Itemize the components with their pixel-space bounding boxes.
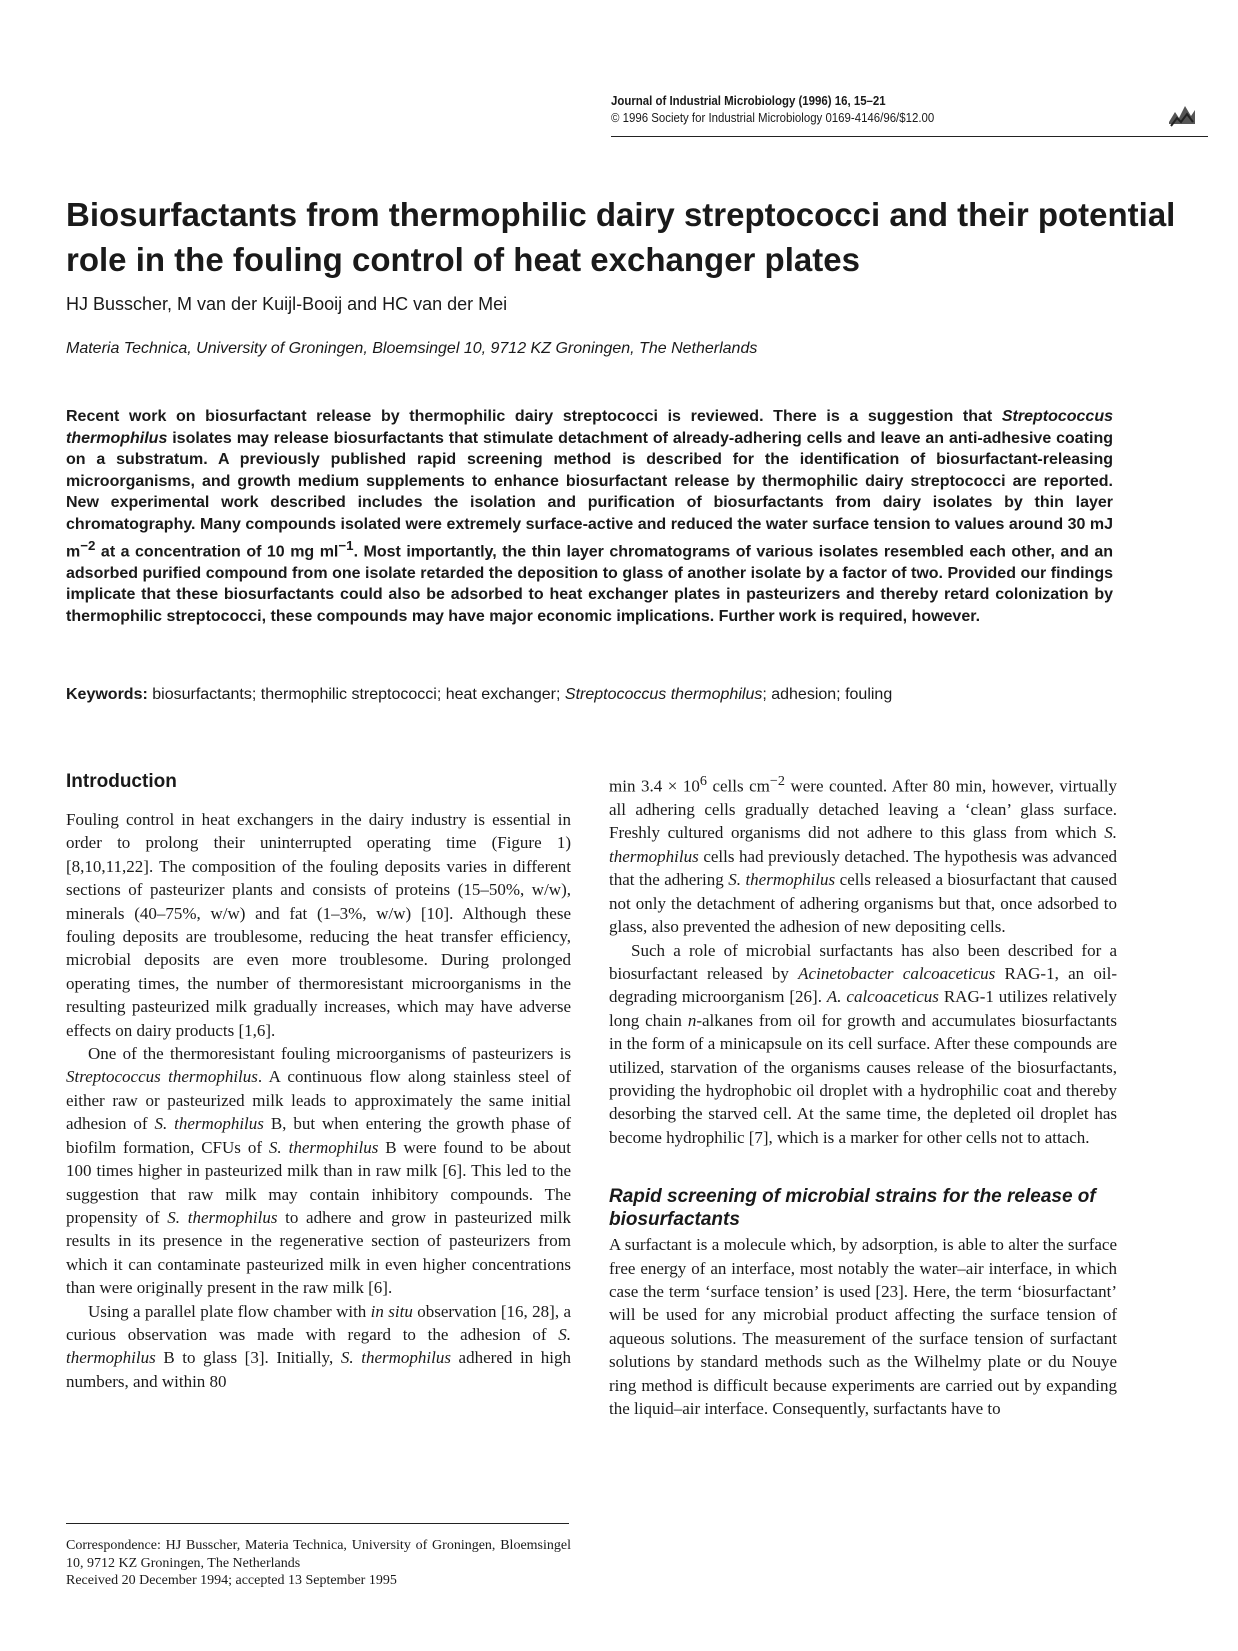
received-dates: Received 20 December 1994; accepted 13 September 1995 (66, 1573, 397, 1588)
correspondence-note: Correspondence: HJ Busscher, Materia Technica, University of Groningen, Bloemsingel 10, 9712 KZ Groningen, The Netherlands (66, 1538, 571, 1571)
journal-citation: Journal of Industrial Microbiology (1996) 16, 15–21 (611, 93, 886, 108)
right-column (609, 770, 1117, 1420)
article-title: Biosurfactants from thermophilic dairy streptococci and their potential role in the fouling control of heat exchanger plates (66, 196, 1176, 278)
right-paragraph-1: $\min 3.4 \times 10^6$ cells $cm^{-2}$ were counted. After 80 min, however, virtually all adhering cells gradually detached leaving a ‘clean’ glass surface. Freshly cultured organisms did not adhere to this glass from which S. thermophilus cells had previously detached. The hypothesis was advanced that the adhering S. thermophilus cells released a biosurfactant that caused not only the detachment of adhering organisms but that, once adsorbed to glass, also prevented the adhesion of new depositing cells. (609, 773, 1117, 937)
introduction-heading: Introduction (66, 771, 177, 792)
left-column (66, 770, 571, 1393)
footnote-rule (66, 1523, 569, 1524)
author-list: HJ Busscher, M van der Kuijl-Booij and HC van der Mei (66, 294, 508, 314)
intro-paragraph-3: Using a parallel plate flow chamber with in situ observation [16, 28], a curious observation was made with regard to the adhesion of S. thermophilus B to glass [3]. Initially, S. thermophilus adhered in high numbers, and within 80 (66, 1301, 571, 1391)
copyright-line: © 1996 Society for Industrial Microbiology 0169-4146/96/$12.00 (611, 110, 935, 125)
keywords: Keywords: biosurfactants; thermophilic streptococci; heat exchanger; Streptococcus thermophilus; adhesion; fouling (66, 686, 893, 703)
publisher-logo-icon (1167, 102, 1197, 128)
right-paragraph-2: Such a role of microbial surfactants has also been described for a biosurfactant released by Acinetobacter calcoaceticus RAG-1, an oil-degrading microorganism [26]. A. calcoaceticus RAG-1 utilizes relatively long chain n-alkanes from oil for growth and accumulates biosurfactants in the form of a minicapsule on its cell surface. After these compounds are utilized, starvation of the organisms causes release of the biosurfactants, providing the hydrophobic oil droplet with a hydrophilic coat and thereby desorbing the starved cell. At the same time, the depleted oil droplet has become hydrophilic [7], which is a marker for other cells not to attach. (609, 940, 1118, 1147)
intro-paragraph-1: Fouling control in heat exchangers in the dairy industry is essential in order to prolong their uninterrupted operating time (Figure 1) [8,10,11,22]. The composition of the fouling deposits varies in different sections of pasteurizer plants and consists of proteins (15–50%, w/w), minerals (40–75%, w/w) and fat (1–3%, w/w) [10]. Although these fouling deposits are troublesome, reducing the heat transfer efficiency, microbial deposits are even more troublesome. During prolonged operating times, the number of thermoresistant microorganisms in the resulting pasteurized milk gradually increases, which may have adverse effects on dairy products [1,6]. (66, 810, 571, 1040)
journal-header (611, 92, 1139, 126)
keywords-label: Keywords: (66, 686, 148, 703)
right-paragraph-3: A surfactant is a molecule which, by adsorption, is able to alter the surface free energy of an interface, most notably the water–air interface, in which case the term ‘surface tension’ is used [23]. Here, the term ‘biosurfactant’ will be used for any microbial product affecting the surface tension of aqueous solutions. The measurement of the surface tension of surfactant solutions by standard methods such as the Wilhelmy plate or du Nouye ring method is difficult because experiments are carried out by expanding the liquid–air interface. Consequently, surfactants have to (609, 1235, 1117, 1418)
footnote (66, 1537, 571, 1590)
affiliation: Materia Technica, University of Groningen, Bloemsingel 10, 9712 KZ Groningen, The Netherlands (66, 340, 758, 357)
rapid-screening-heading: Rapid screening of microbial strains for the release of biosurfactants (609, 1186, 1096, 1231)
header-rule (611, 136, 1208, 137)
section-spacer (609, 1149, 1117, 1185)
abstract: Recent work on biosurfactant release by thermophilic dairy streptococci is reviewed. There is a suggestion that Streptococcus thermophilus isolates may release biosurfactants that stimulate detachment of already-adhering cells and leave an anti-adhesive coating on a substratum. A previously published rapid screening method is described for the identification of biosurfactant-releasing microorganisms, and growth medium supplements to enhance biosurfactant release by thermophilic dairy streptococci are reported. New experimental work described includes the isolation and purification of biosurfactants from dairy isolates by thin layer chromatography. Many compounds isolated were extremely surface-active and reduced the water surface tension to values around 30 mJ $m^{-2}$ at a concentration of 10 mg $ml^{-1}$. Most importantly, the thin layer chromatograms of various isolates resembled each other, and an adsorbed purified compound from one isolate retarded the deposition to glass of another isolate by a factor of two. Provided our findings implicate that these biosurfactants could also be adsorbed to heat exchanger plates in pasteurizers and thereby retard colonization by thermophilic streptococci, these compounds may have major economic implications. Further work is required, however. (66, 408, 1114, 625)
intro-paragraph-2: One of the thermoresistant fouling microorganisms of pasteurizers is Streptococcus thermophilus. A continuous flow along stainless steel of either raw or pasteurized milk leads to approximately the same initial adhesion of S. thermophilus B, but when entering the growth phase of biofilm formation, CFUs of S. thermophilus B were found to be about 100 times higher in pasteurized milk than in raw milk [6]. This led to the suggestion that raw milk may contain inhibitory compounds. The propensity of S. thermophilus to adhere and grow in pasteurized milk results in its presence in the regenerative section of pasteurizers from which it can contaminate pasteurized milk in even higher concentrations than were originally present in the raw milk [6]. (66, 1044, 572, 1298)
